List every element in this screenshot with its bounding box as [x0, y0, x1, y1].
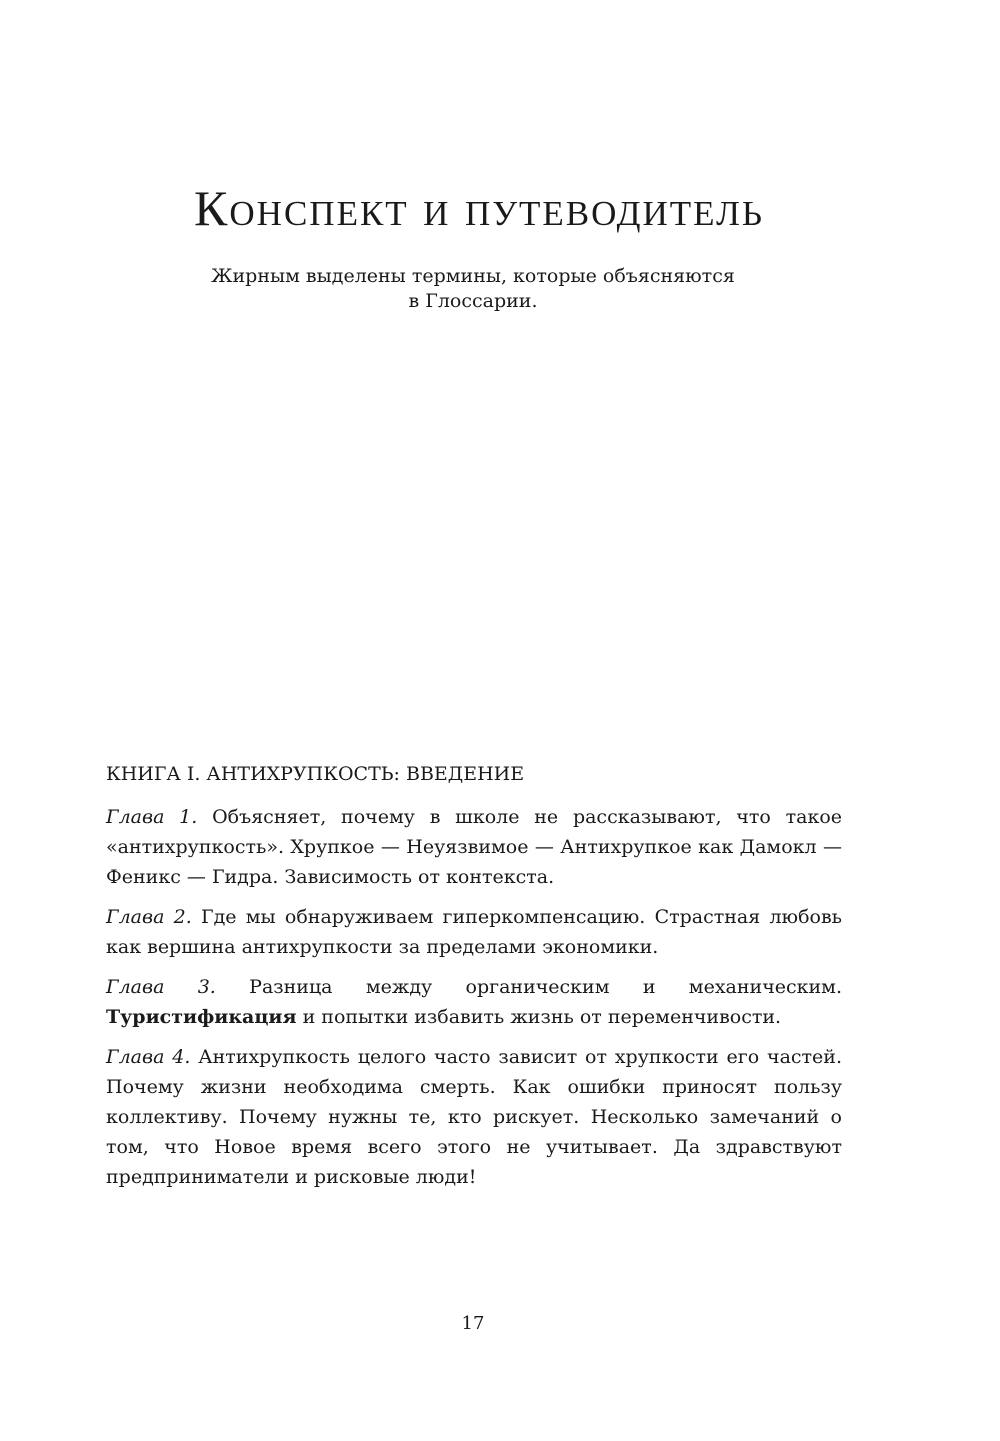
- subtitle: [0, 264, 946, 314]
- chapter-3-text-before: Разница между органическим и механическим.: [215, 976, 842, 998]
- chapter-1-label: Глава 1.: [106, 806, 198, 828]
- glossary-term: Туристификация: [106, 1006, 297, 1028]
- chapter-2-text: Где мы обнаруживаем гиперкомпенсацию. Страстная любовь как вершина антихрупкости за пределами экономики.: [106, 906, 843, 958]
- page-number: 17: [461, 1313, 485, 1334]
- chapter-4-label: Глава 4.: [106, 1046, 191, 1068]
- chapter-3-summary: [106, 972, 842, 1032]
- chapter-2-label: Глава 2.: [106, 906, 192, 928]
- chapter-2-summary: [106, 902, 842, 962]
- contents-section: [106, 760, 842, 1202]
- subtitle-line-2: в Глоссарии.: [408, 290, 538, 312]
- book-heading: КНИГА I. АНТИХРУПКОСТЬ: ВВЕДЕНИЕ: [106, 763, 525, 785]
- chapter-4-summary: [106, 1042, 842, 1192]
- chapter-1-summary: [106, 802, 842, 892]
- chapter-3-label: Глава 3.: [106, 976, 216, 998]
- chapter-3-text-after: и попытки избавить жизнь от переменчивости.: [296, 1006, 782, 1028]
- chapter-4-text: Антихрупкость целого часто зависит от хрупкости его частей. Почему жизни необходима смерть. Как ошибки приносят пользу коллективу. Почему нужны те, кто рискует. Несколько замечаний о том, что Новое время всего этого не учитывает. Да здравствуют предприниматели и рисковые люди!: [106, 1046, 843, 1188]
- subtitle-line-1: Жирным выделены термины, которые объясняются: [211, 265, 735, 287]
- chapter-1-text: Объясняет, почему в школе не рассказывают, что такое «антихрупкость». Хрупкое — Неуязвимое — Антихрупкое как Дамокл — Феникс — Гидра. Зависимость от контекста.: [106, 806, 842, 888]
- page-title: Конспект и путеводитель: [194, 180, 764, 236]
